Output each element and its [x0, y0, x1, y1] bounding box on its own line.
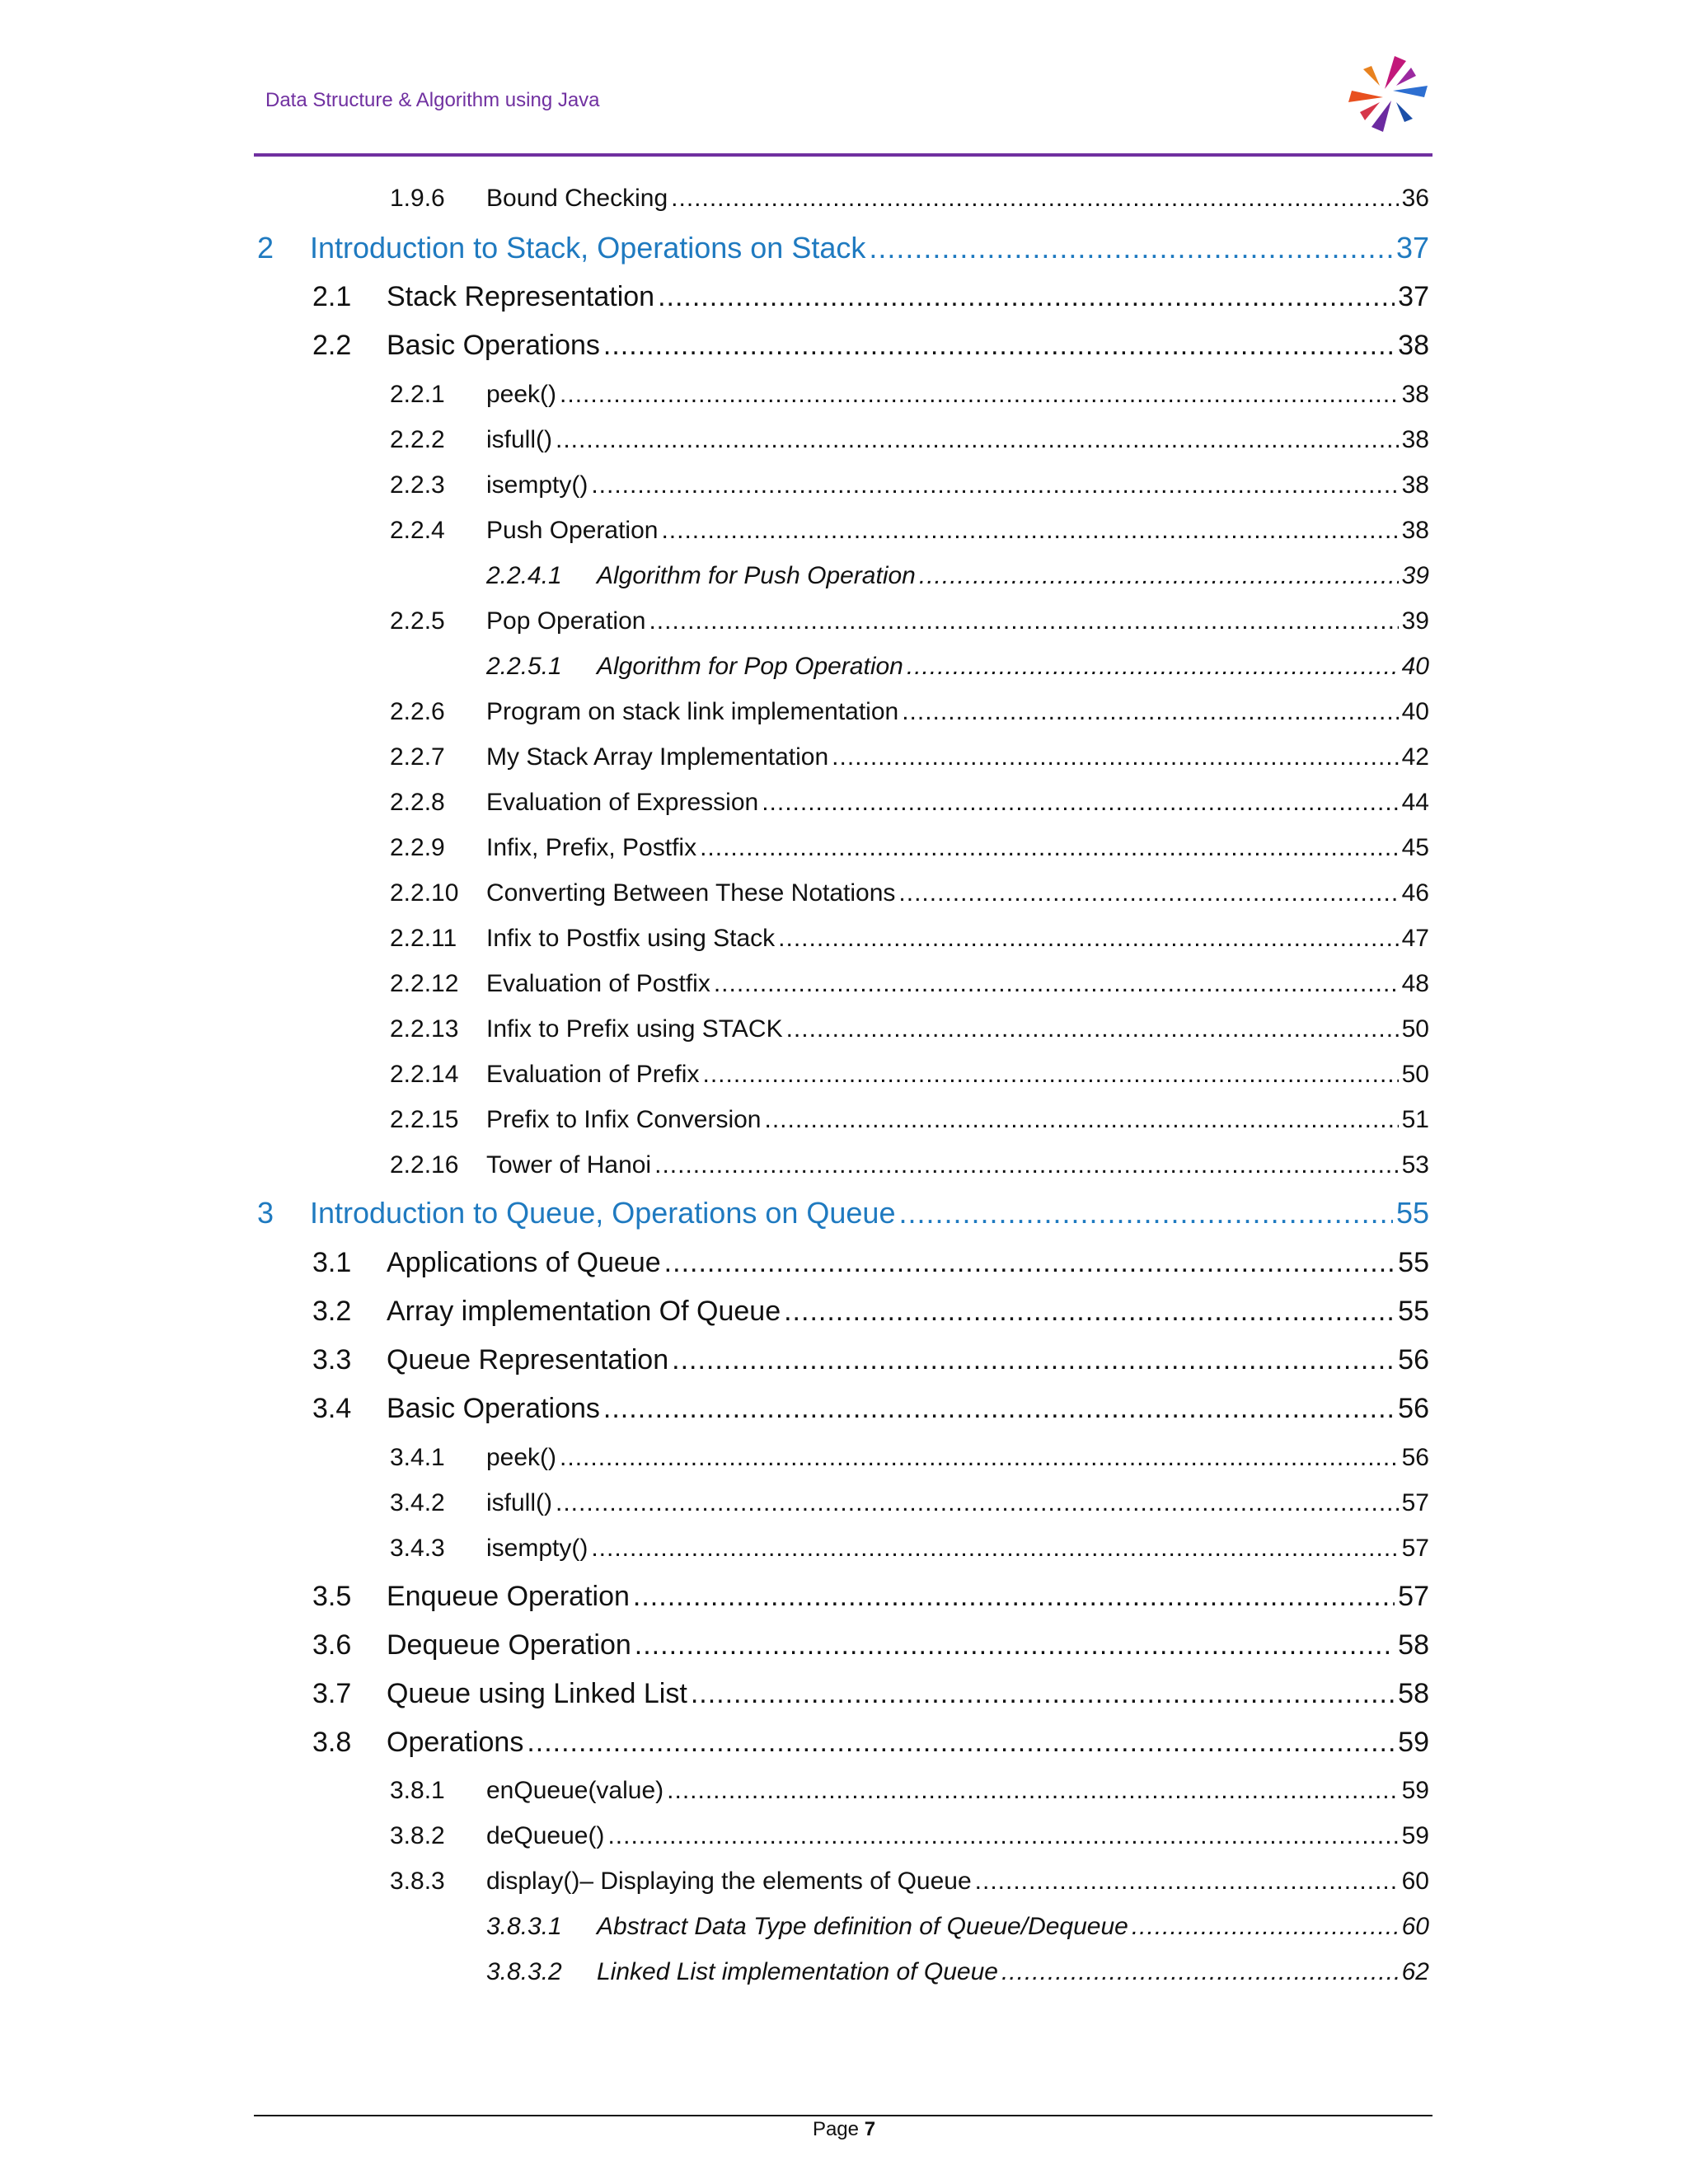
- toc-section[interactable]: 3.8 Operations ..... 59: [312, 1727, 1429, 1759]
- toc-entry[interactable]: 2.2.8 Evaluation of Expression ..... 44: [390, 789, 1429, 817]
- toc-subentry[interactable]: 3.8.3.1 Abstract Data Type definition of Queue/Dequeue ..... 60: [486, 1913, 1429, 1941]
- toc-section[interactable]: 3.7 Queue using Linked List ..... 58: [312, 1678, 1429, 1710]
- toc-entry[interactable]: 2.2.11 Infix to Postfix using Stack ..... 47: [390, 925, 1429, 953]
- toc-entry[interactable]: 2.2.4 Push Operation ..... 38: [390, 517, 1429, 545]
- toc-subentry[interactable]: 3.8.3.2 Linked List implementation of Queue ..... 62: [486, 1958, 1429, 1986]
- toc-section[interactable]: 3.2 Array implementation Of Queue ..... 55: [312, 1296, 1429, 1328]
- footer-divider: [254, 2115, 1432, 2116]
- page-footer: [0, 2118, 1688, 2141]
- toc-entry[interactable]: 2.2.13 Infix to Prefix using STACK ..... 50: [390, 1015, 1429, 1043]
- toc-entry[interactable]: 2.2.6 Program on stack link implementation ..... 40: [390, 698, 1429, 726]
- toc-entry[interactable]: 2.2.15 Prefix to Infix Conversion ..... 51: [390, 1106, 1429, 1134]
- toc-entry[interactable]: 2.2.9 Infix, Prefix, Postfix ..... 45: [390, 834, 1429, 862]
- toc-entry[interactable]: 3.4.2 isfull() ..... 57: [390, 1489, 1429, 1517]
- toc-entry[interactable]: 2.2.14 Evaluation of Prefix ..... 50: [390, 1061, 1429, 1089]
- toc-entry[interactable]: 3.8.3 display()– Displaying the elements of Queue ..... 60: [390, 1868, 1429, 1896]
- toc-entry[interactable]: 2.2.5 Pop Operation ..... 39: [390, 607, 1429, 635]
- page-label: Page: [812, 2118, 860, 2140]
- toc-section[interactable]: 3.6 Dequeue Operation ..... 58: [312, 1629, 1429, 1661]
- page-number: 7: [864, 2118, 876, 2140]
- toc-chapter[interactable]: 2 Introduction to Stack, Operations on Stack ..... 37: [257, 231, 1429, 265]
- toc-section[interactable]: 3.3 Queue Representation ..... 56: [312, 1344, 1429, 1376]
- toc-entry[interactable]: 3.8.2 deQueue() ..... 59: [390, 1822, 1429, 1850]
- toc-subentry[interactable]: 2.2.5.1 Algorithm for Pop Operation ..... 40: [486, 653, 1429, 681]
- toc-entry[interactable]: 2.2.7 My Stack Array Implementation ..... 42: [390, 743, 1429, 771]
- toc-entry[interactable]: 2.2.10 Converting Between These Notations ..... 46: [390, 879, 1429, 907]
- running-header-title: Data Structure & Algorithm using Java: [265, 89, 600, 111]
- toc-subentry[interactable]: 2.2.4.1 Algorithm for Push Operation ..... 39: [486, 562, 1429, 590]
- toc-entry[interactable]: 2.2.2 isfull() ..... 38: [390, 426, 1429, 454]
- toc-section[interactable]: 2.1 Stack Representation ..... 37: [312, 281, 1429, 313]
- toc-entry[interactable]: 3.4.3 isempty() ..... 57: [390, 1535, 1429, 1563]
- toc-section[interactable]: 3.1 Applications of Queue ..... 55: [312, 1247, 1429, 1279]
- toc-section[interactable]: 3.5 Enqueue Operation ..... 57: [312, 1581, 1429, 1613]
- toc-entry[interactable]: 1.9.6 Bound Checking ..... 36: [390, 185, 1429, 213]
- toc-entry[interactable]: 3.4.1 peek() ..... 56: [390, 1444, 1429, 1472]
- toc-chapter[interactable]: 3 Introduction to Queue, Operations on Queue ..... 55: [257, 1196, 1429, 1230]
- toc-section[interactable]: 2.2 Basic Operations ..... 38: [312, 330, 1429, 362]
- toc-entry[interactable]: 3.8.1 enQueue(value) ..... 59: [390, 1777, 1429, 1805]
- toc-entry[interactable]: 2.2.12 Evaluation of Postfix ..... 48: [390, 970, 1429, 998]
- toc-entry[interactable]: 2.2.1 peek() ..... 38: [390, 381, 1429, 409]
- toc-entry[interactable]: 2.2.16 Tower of Hanoi ..... 53: [390, 1151, 1429, 1179]
- toc-section[interactable]: 3.4 Basic Operations ..... 56: [312, 1393, 1429, 1425]
- toc-entry[interactable]: 2.2.3 isempty() ..... 38: [390, 471, 1429, 499]
